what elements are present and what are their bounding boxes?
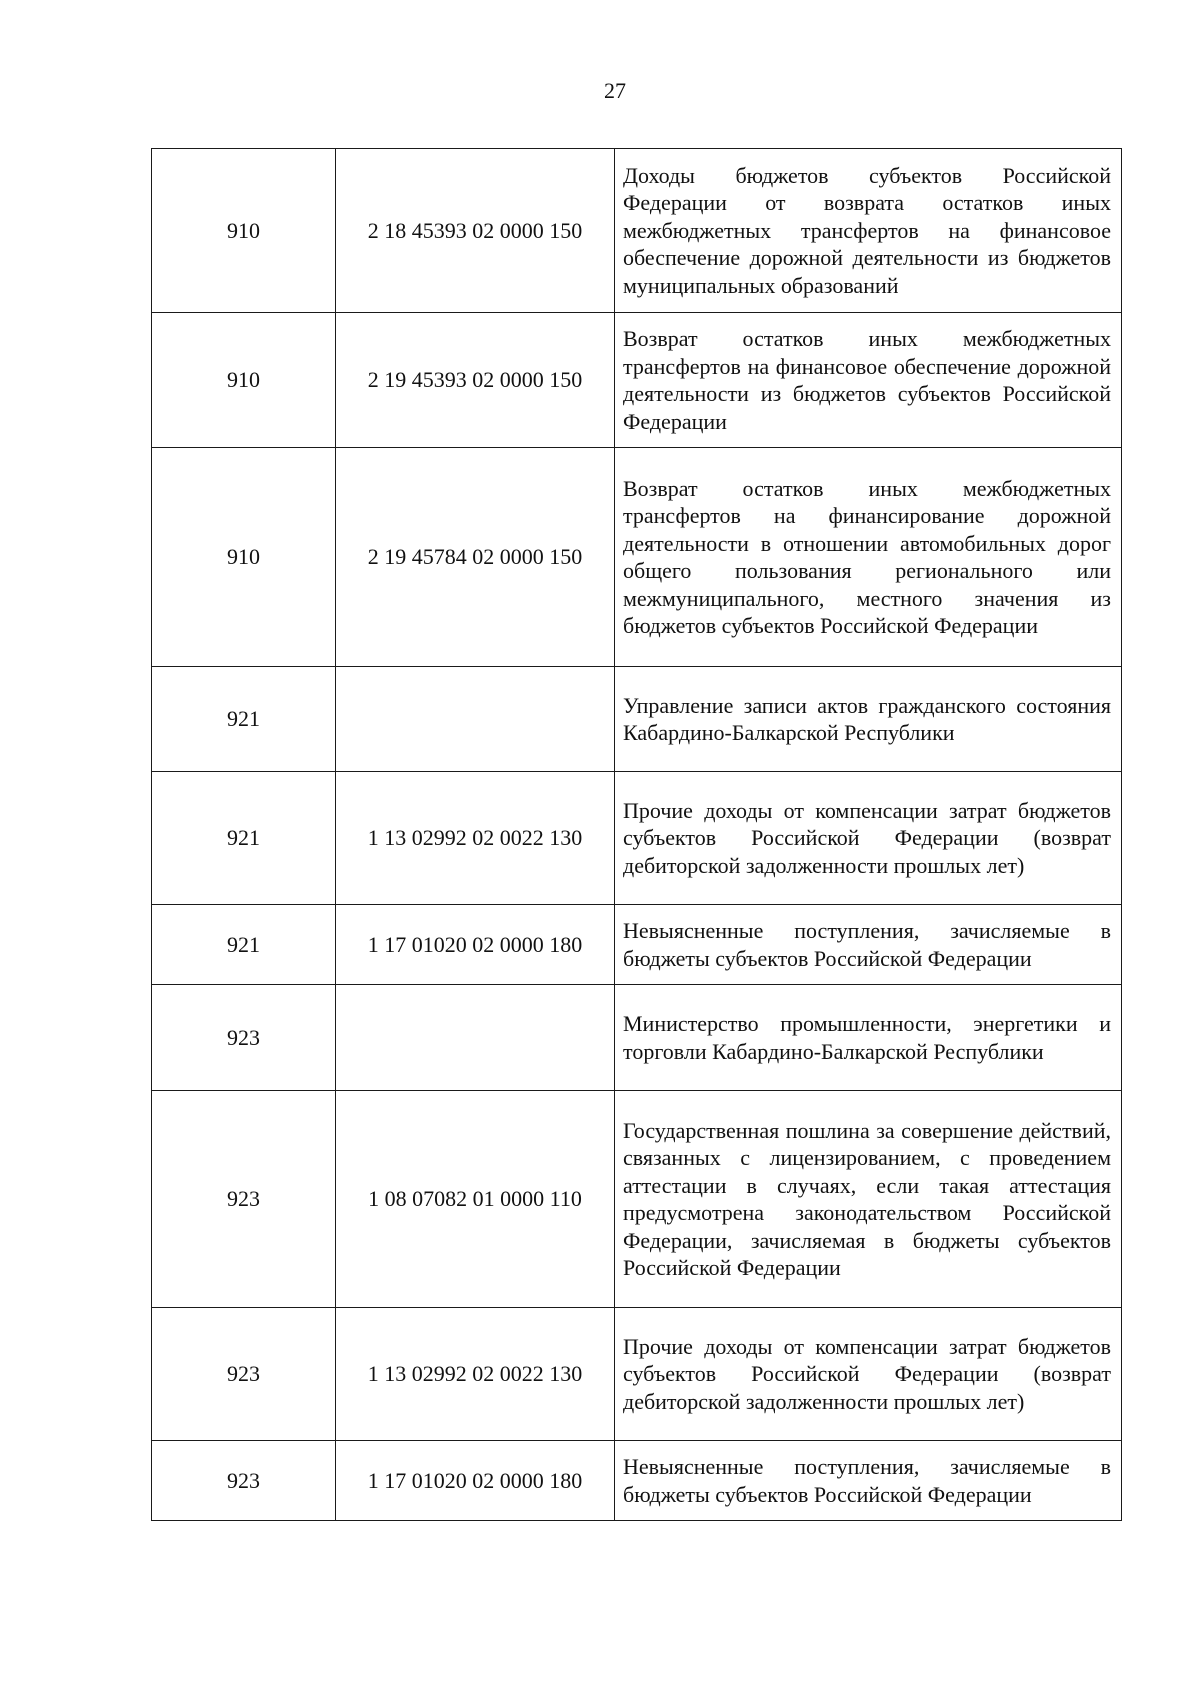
kbk-code-cell: 1 13 02992 02 0022 130 [336,772,615,905]
table-row [152,313,1122,448]
description-cell [615,313,1122,448]
table-row [152,149,1122,313]
description-cell [615,1441,1122,1521]
admin-code-cell: 910 [152,448,336,667]
kbk-code-cell: 2 18 45393 02 0000 150 [336,149,615,313]
admin-code-cell: 921 [152,905,336,985]
table-row [152,772,1122,905]
admin-code-cell: 921 [152,667,336,772]
description-cell [615,985,1122,1091]
admin-code-cell: 910 [152,149,336,313]
admin-code-cell: 923 [152,1308,336,1441]
description-text: Прочие доходы от компенсации затрат бюджетов субъектов Российской Федерации (возврат дебиторской задолженности прошлых лет) [623,797,1111,878]
description-cell [615,772,1122,905]
description-text: Государственная пошлина за совершение действий, связанных с лицензированием, с проведением аттестации в случаях, если такая аттестация предусмотрена законодательством Российской Федерации, зачисляемая в бюджеты субъектов Российской Федерации [623,1117,1111,1280]
admin-code-cell: 923 [152,985,336,1091]
description-text: Министерство промышленности, энергетики и торговли Кабардино-Балкарской Республики [623,1011,1111,1064]
description-cell [615,149,1122,313]
admin-code-cell: 921 [152,772,336,905]
description-cell [615,1308,1122,1441]
description-cell [615,905,1122,985]
table-row [152,1441,1122,1521]
kbk-code-cell: 1 13 02992 02 0022 130 [336,1308,615,1441]
page-number: 27 [604,78,626,103]
description-text: Возврат остатков иных межбюджетных трансфертов на финансирование дорожной деятельности в отношении автомобильных дорог общего пользования регионального или межмуниципального, местного значения из бюджетов субъектов Российской Федерации [623,475,1111,638]
kbk-code-cell [336,667,615,772]
table-row [152,985,1122,1091]
kbk-code-cell [336,985,615,1091]
description-cell [615,1091,1122,1308]
kbk-code-cell: 2 19 45784 02 0000 150 [336,448,615,667]
admin-code-cell: 923 [152,1441,336,1521]
table-row [152,667,1122,772]
table-row [152,1091,1122,1308]
description-text: Невыясненные поступления, зачисляемые в бюджеты субъектов Российской Федерации [623,1454,1111,1507]
description-cell [615,448,1122,667]
budget-classification-table [151,148,1122,1521]
description-text: Возврат остатков иных межбюджетных трансфертов на финансовое обеспечение дорожной деятельности из бюджетов субъектов Российской Федерации [623,326,1111,434]
admin-code-cell: 923 [152,1091,336,1308]
kbk-code-cell: 2 19 45393 02 0000 150 [336,313,615,448]
table-row [152,905,1122,985]
kbk-code-cell: 1 08 07082 01 0000 110 [336,1091,615,1308]
table-row [152,1308,1122,1441]
description-cell [615,667,1122,772]
kbk-code-cell: 1 17 01020 02 0000 180 [336,1441,615,1521]
description-text: Управление записи актов гражданского состояния Кабардино-Балкарской Республики [623,692,1111,745]
kbk-code-cell: 1 17 01020 02 0000 180 [336,905,615,985]
table-row [152,448,1122,667]
admin-code-cell: 910 [152,313,336,448]
description-text: Прочие доходы от компенсации затрат бюджетов субъектов Российской Федерации (возврат дебиторской задолженности прошлых лет) [623,1333,1111,1414]
description-text: Доходы бюджетов субъектов Российской Федерации от возврата остатков иных межбюджетных трансфертов на финансовое обеспечение дорожной деятельности из бюджетов муниципальных образований [623,162,1111,298]
description-text: Невыясненные поступления, зачисляемые в бюджеты субъектов Российской Федерации [623,918,1111,971]
